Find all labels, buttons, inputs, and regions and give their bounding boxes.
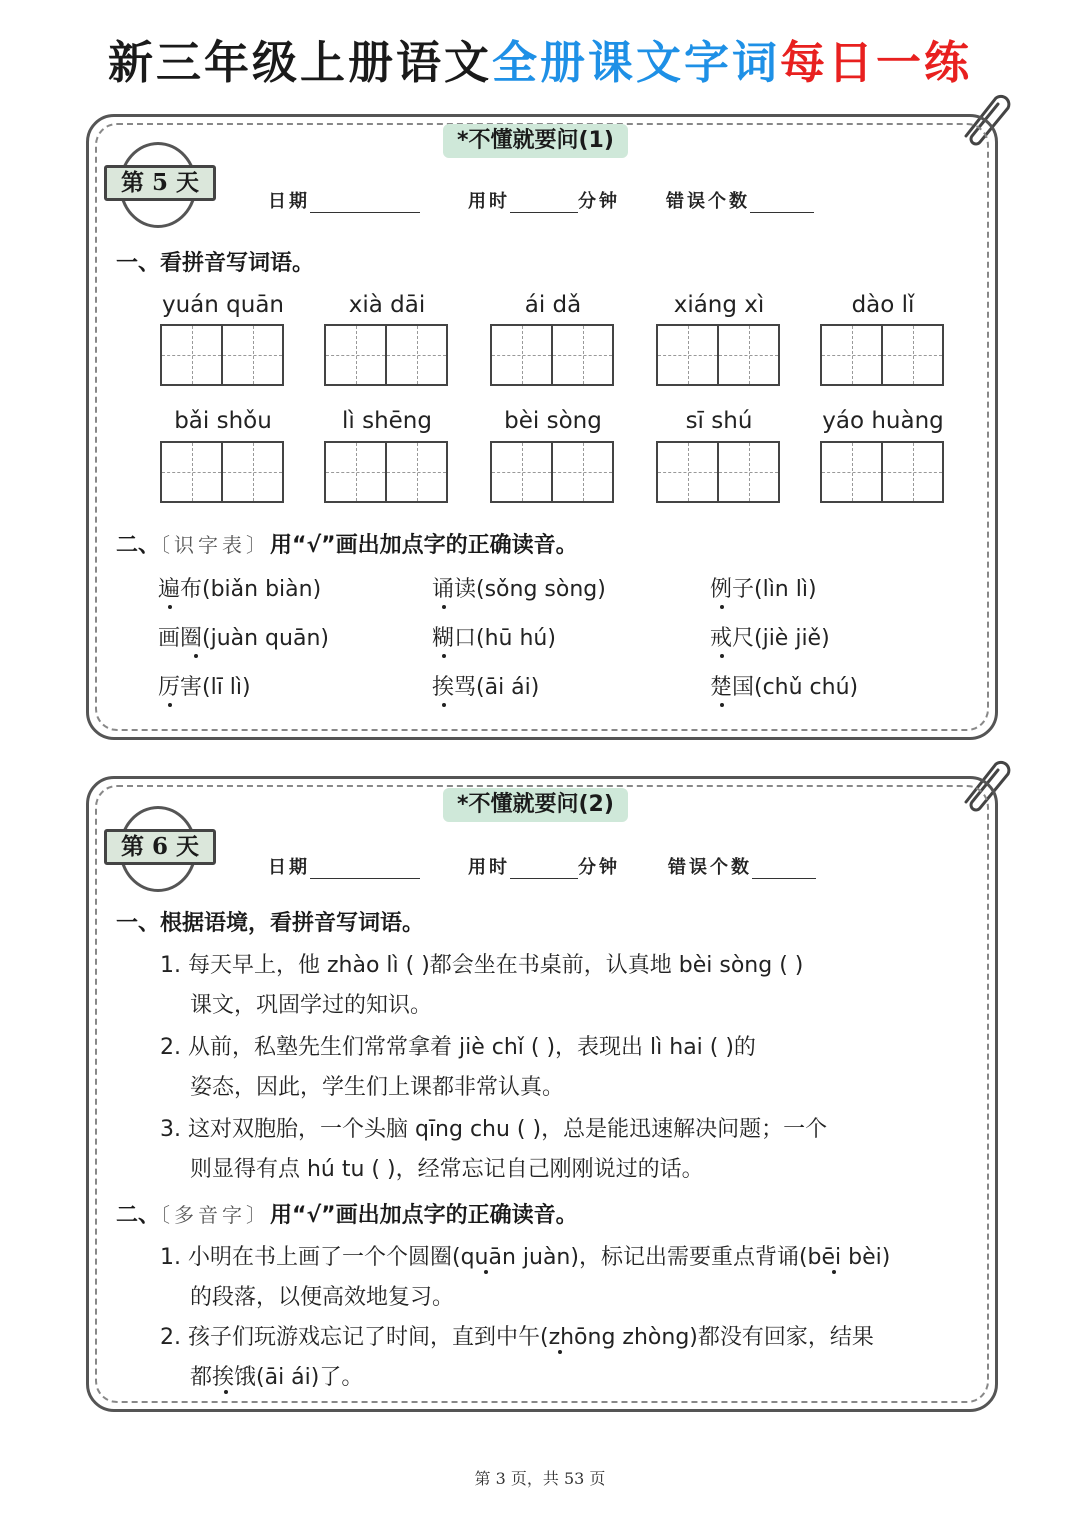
emphasis-dot <box>224 1390 228 1394</box>
reading-option[interactable]: 例子(lìn lì) <box>710 577 817 602</box>
writing-grid[interactable] <box>820 441 944 503</box>
reading-option[interactable]: 楚国(chǔ chú) <box>710 675 859 700</box>
errors-field <box>668 853 816 879</box>
writing-grid[interactable] <box>160 324 284 386</box>
reading-option[interactable]: 遍布(biǎn biàn) <box>158 577 322 602</box>
pinyin-label: yáo huàng <box>822 408 944 434</box>
question-line: 则显得有点 hú tu ( )，经常忘记自己刚刚说过的话。 <box>190 1157 704 1182</box>
writing-grid[interactable] <box>656 441 780 503</box>
errors-label: 错误个数 <box>666 191 750 212</box>
time-blank[interactable] <box>510 860 578 879</box>
question-line: 2. 孩子们玩游戏忘记了时间，直到中午(zhōng zhòng)都没有回家，结果 <box>160 1325 874 1350</box>
emphasis-dot <box>558 1350 562 1354</box>
errors-blank[interactable] <box>752 860 816 879</box>
errors-blank[interactable] <box>750 194 814 213</box>
question-line: 课文，巩固学过的知识。 <box>190 993 433 1018</box>
section-tag: 〔多音字〕 <box>160 1203 271 1227</box>
pinyin-label: ái dǎ <box>524 292 582 318</box>
title-part-daily: 每日一练 <box>780 36 973 89</box>
pinyin-label: xiáng xì <box>673 292 765 318</box>
reading-option[interactable]: 画圈(juàn quān) <box>158 626 329 651</box>
minutes-label: 分钟 <box>578 191 620 212</box>
pinyin-label: bǎi shǒu <box>174 408 272 434</box>
section-tag: 〔识字表〕 <box>160 533 271 557</box>
pinyin-label: xià dāi <box>348 292 426 318</box>
section-number: 二、 <box>116 533 161 558</box>
writing-grid[interactable] <box>490 441 614 503</box>
errors-label: 错误个数 <box>668 857 752 878</box>
title-part-words: 全册课文字词 <box>491 36 780 89</box>
date-blank[interactable] <box>310 860 420 879</box>
reading-option[interactable]: 挨骂(āi ái) <box>432 675 540 700</box>
date-blank[interactable] <box>310 194 420 213</box>
emphasis-dot <box>832 1270 836 1274</box>
date-label: 日期 <box>268 857 310 878</box>
section-title: 一、根据语境，看拼音写词语。 <box>116 911 425 936</box>
errors-field <box>666 187 814 213</box>
reading-option[interactable]: 戒尺(jiè jiě) <box>710 626 830 651</box>
time-blank[interactable] <box>510 194 578 213</box>
time-field <box>468 853 620 879</box>
emphasis-dot <box>442 605 446 609</box>
question-line: 都挨饿(āi ái)了。 <box>190 1365 364 1390</box>
question-line: 2. 从前，私塾先生们常常拿着 jiè chǐ ( )，表现出 lì hai ( )的 <box>160 1035 756 1060</box>
day-badge <box>104 146 208 218</box>
emphasis-dot <box>442 703 446 707</box>
writing-grid[interactable] <box>324 324 448 386</box>
section-title: 一、看拼音写词语。 <box>116 251 315 276</box>
minutes-label: 分钟 <box>578 857 620 878</box>
emphasis-dot <box>484 1270 488 1274</box>
time-label: 用时 <box>468 857 510 878</box>
section-title <box>116 528 578 559</box>
question-line: 姿态，因此，学生们上课都非常认真。 <box>190 1075 565 1100</box>
reading-option[interactable]: 糊口(hū hú) <box>432 626 556 651</box>
writing-grid[interactable] <box>820 324 944 386</box>
emphasis-dot <box>442 654 446 658</box>
question-line: 3. 这对双胞胎，一个头脑 qīng chu ( )，总是能迅速解决问题；一个 <box>160 1117 828 1142</box>
lesson-tab: *不懂就要问(2) <box>443 788 628 822</box>
question-line: 1. 小明在书上画了一个个圆圈(quān juàn)，标记出需要重点背诵(bēi bèi) <box>160 1245 891 1270</box>
day-badge <box>104 810 208 882</box>
date-label: 日期 <box>268 191 310 212</box>
writing-grid[interactable] <box>656 324 780 386</box>
reading-option[interactable]: 厉害(lī lì) <box>158 675 251 700</box>
emphasis-dot <box>720 605 724 609</box>
time-field <box>468 187 620 213</box>
section-instruction: 用“√”画出加点字的正确读音。 <box>270 1203 578 1228</box>
emphasis-dot <box>168 605 172 609</box>
emphasis-dot <box>194 654 198 658</box>
emphasis-dot <box>720 654 724 658</box>
writing-grid[interactable] <box>490 324 614 386</box>
lesson-tab: *不懂就要问(1) <box>443 124 628 158</box>
page-number: 第 3 页，共 53 页 <box>474 1469 606 1488</box>
emphasis-dot <box>168 703 172 707</box>
pinyin-label: yuán quān <box>161 292 285 318</box>
day-label: 第 5 天 <box>104 165 216 201</box>
pinyin-label: sī shú <box>685 408 753 434</box>
date-field <box>268 853 420 879</box>
day-label: 第 6 天 <box>104 829 216 865</box>
title-part-grade: 新三年级上册语文 <box>107 36 492 89</box>
section-title <box>116 1198 578 1229</box>
question-line: 的段落，以便高效地复习。 <box>190 1285 455 1310</box>
writing-grid[interactable] <box>324 441 448 503</box>
page-title <box>0 26 1080 91</box>
section-number: 二、 <box>116 1203 161 1228</box>
date-field <box>268 187 420 213</box>
section-instruction: 用“√”画出加点字的正确读音。 <box>270 533 578 558</box>
pinyin-label: bèi sòng <box>504 408 602 434</box>
reading-option[interactable]: 诵读(sǒng sòng) <box>432 577 606 602</box>
pinyin-label: dào lǐ <box>851 292 915 318</box>
time-label: 用时 <box>468 191 510 212</box>
emphasis-dot <box>720 703 724 707</box>
pinyin-label: lì shēng <box>342 408 432 434</box>
writing-grid[interactable] <box>160 441 284 503</box>
question-line: 1. 每天早上，他 zhào lì ( )都会坐在书桌前，认真地 bèi sòng ( ) <box>160 953 804 978</box>
